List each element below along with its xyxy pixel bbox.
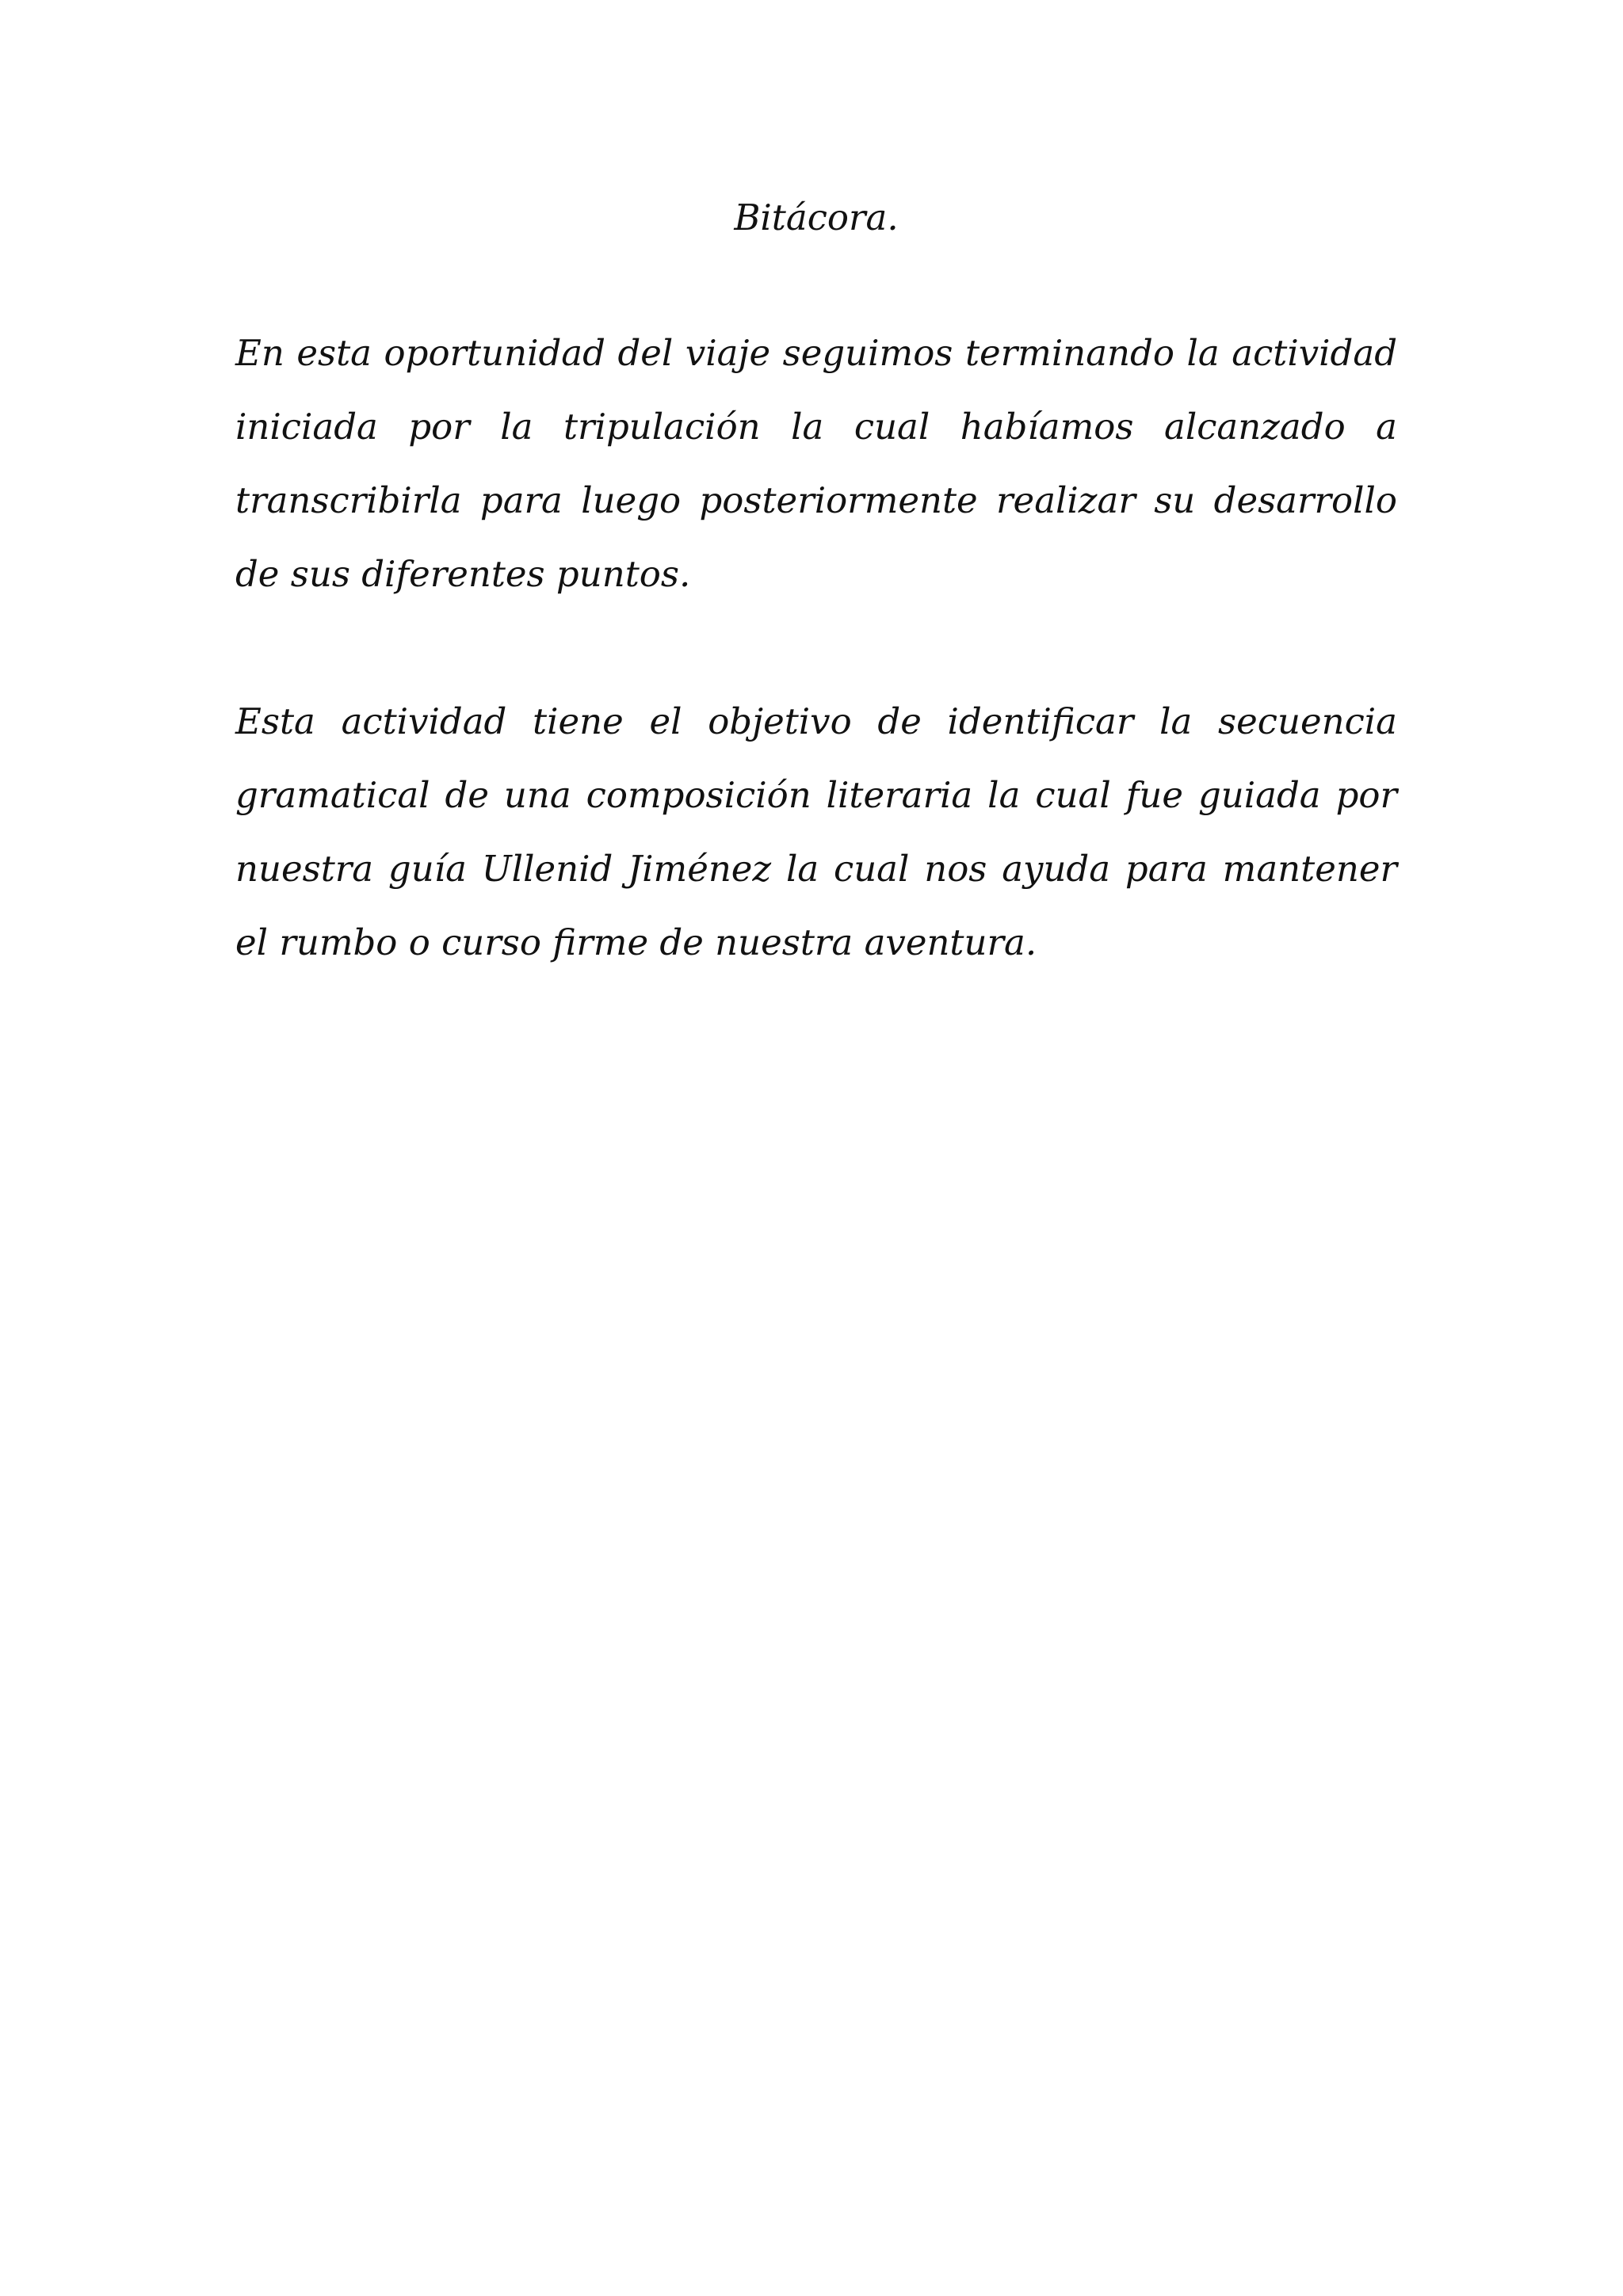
paragraph-2: Esta actividad tiene el objetivo de identificar la secuencia gramatical de una composición literaria la cual fue guiada por nuestra guía Ullenid Jiménez la cual nos ayuda para mantener el rumbo o curso firme de nuestra aventura. xyxy=(235,700,1397,963)
document-body xyxy=(235,190,1397,1053)
paragraph-1: En esta oportunidad del viaje seguimos terminando la actividad iniciada por la tripulación la cual habíamos alcanzado a transcribirla para luego posteriormente realizar su desarrollo de sus diferentes puntos. xyxy=(235,332,1397,595)
document-title: Bitácora. xyxy=(734,196,899,238)
